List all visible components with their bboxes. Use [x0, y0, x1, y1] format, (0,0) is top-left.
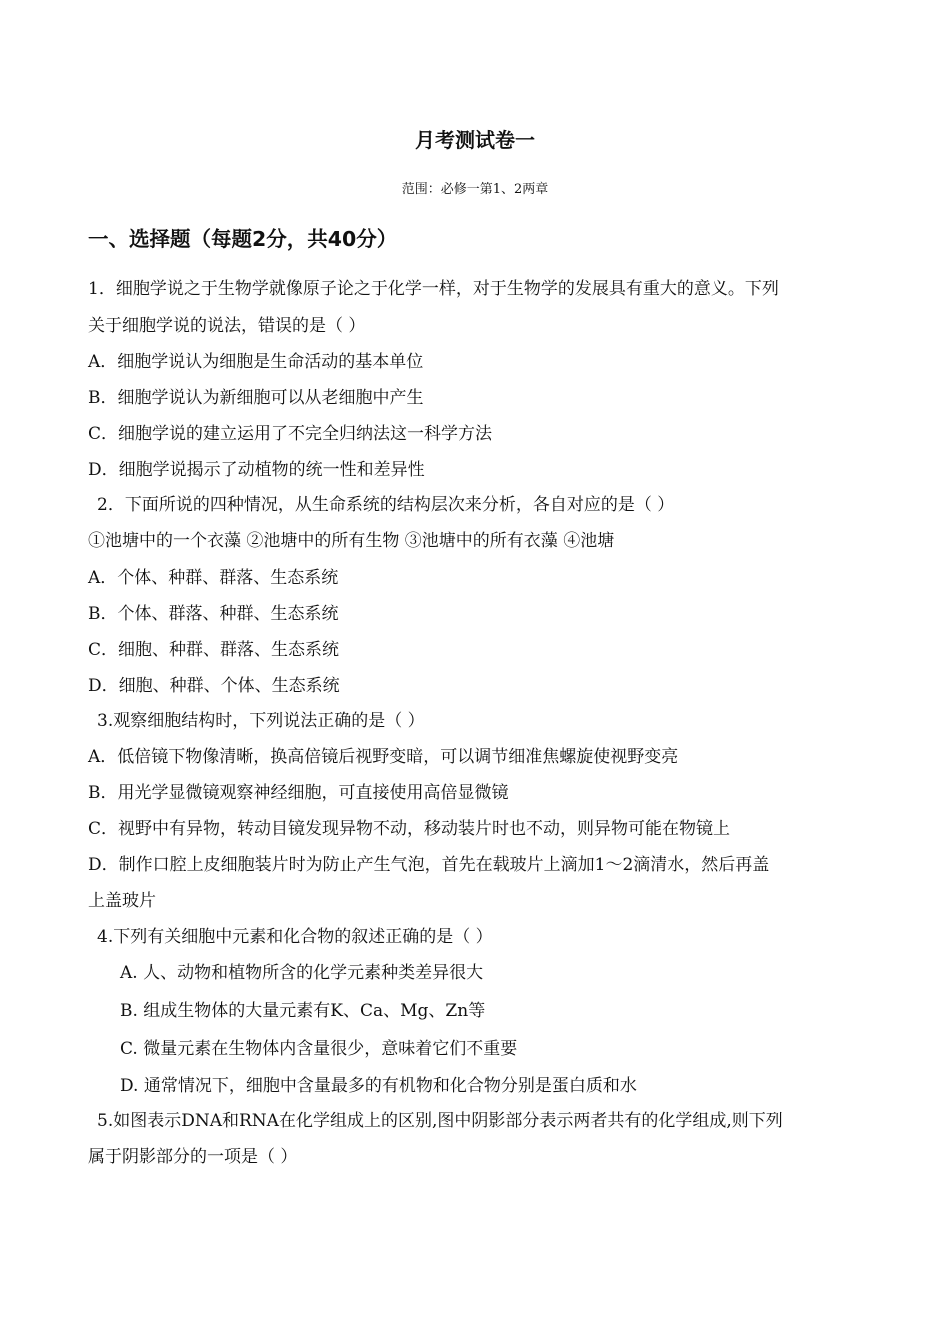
- q1-stem-line1: 1．细胞学说之于生物学就像原子论之于化学一样，对于生物学的发展具有重大的意义。下列: [88, 279, 779, 299]
- q2-option-d: D．细胞、种群、个体、生态系统: [88, 676, 340, 696]
- q1-option-a: A．细胞学说认为细胞是生命活动的基本单位: [88, 352, 424, 372]
- q1-stem-line2: 关于细胞学说的说法，错误的是（ ）: [88, 316, 366, 336]
- q3-stem: 3.观察细胞结构时，下列说法正确的是（ ）: [97, 711, 425, 731]
- section-heading: 一、选择题（每题2分，共40分）: [88, 227, 398, 251]
- q1-option-c: C．细胞学说的建立运用了不完全归纳法这一科学方法: [88, 424, 493, 444]
- q4-option-c: C. 微量元素在生物体内含量很少，意味着它们不重要: [120, 1039, 518, 1059]
- q3-option-c: C．视野中有异物，转动目镜发现异物不动，移动装片时也不动，则异物可能在物镜上: [88, 819, 731, 839]
- q2-option-a: A．个体、种群、群落、生态系统: [88, 568, 339, 588]
- q5-stem-line2: 属于阴影部分的一项是（ ）: [88, 1147, 298, 1167]
- q2-items: ①池塘中的一个衣藻 ②池塘中的所有生物 ③池塘中的所有衣藻 ④池塘: [88, 531, 615, 551]
- q3-option-d-line1: D．制作口腔上皮细胞装片时为防止产生气泡，首先在载玻片上滴加1～2滴清水，然后再盖: [88, 855, 770, 875]
- q4-option-b: B. 组成生物体的大量元素有K、Ca、Mg、Zn等: [120, 1001, 486, 1021]
- scope-subtitle: 范围：必修一第1、2两章: [401, 182, 549, 197]
- q1-option-d: D．细胞学说揭示了动植物的统一性和差异性: [88, 460, 425, 480]
- q4-option-d: D. 通常情况下，细胞中含量最多的有机物和化合物分别是蛋白质和水: [120, 1076, 637, 1096]
- q3-option-a: A．低倍镜下物像清晰，换高倍镜后视野变暗，可以调节细准焦螺旋使视野变亮: [88, 747, 679, 767]
- q2-option-c: C．细胞、种群、群落、生态系统: [88, 640, 340, 660]
- q2-stem: 2．下面所说的四种情况，从生命系统的结构层次来分析，各自对应的是（ ）: [97, 495, 675, 515]
- q3-option-b: B．用光学显微镜观察神经细胞，可直接使用高倍显微镜: [88, 783, 509, 803]
- q2-option-b: B．个体、群落、种群、生态系统: [88, 604, 339, 624]
- q4-stem: 4.下列有关细胞中元素和化合物的叙述正确的是（ ）: [97, 927, 493, 947]
- q3-option-d-line2: 上盖玻片: [88, 891, 156, 911]
- q5-stem-line1: 5.如图表示DNA和RNA在化学组成上的区别,图中阴影部分表示两者共有的化学组成,则下列: [97, 1111, 783, 1131]
- q4-option-a: A. 人、动物和植物所含的化学元素种类差异很大: [120, 963, 484, 983]
- page-title: 月考测试卷一: [415, 128, 535, 152]
- q1-option-b: B．细胞学说认为新细胞可以从老细胞中产生: [88, 388, 424, 408]
